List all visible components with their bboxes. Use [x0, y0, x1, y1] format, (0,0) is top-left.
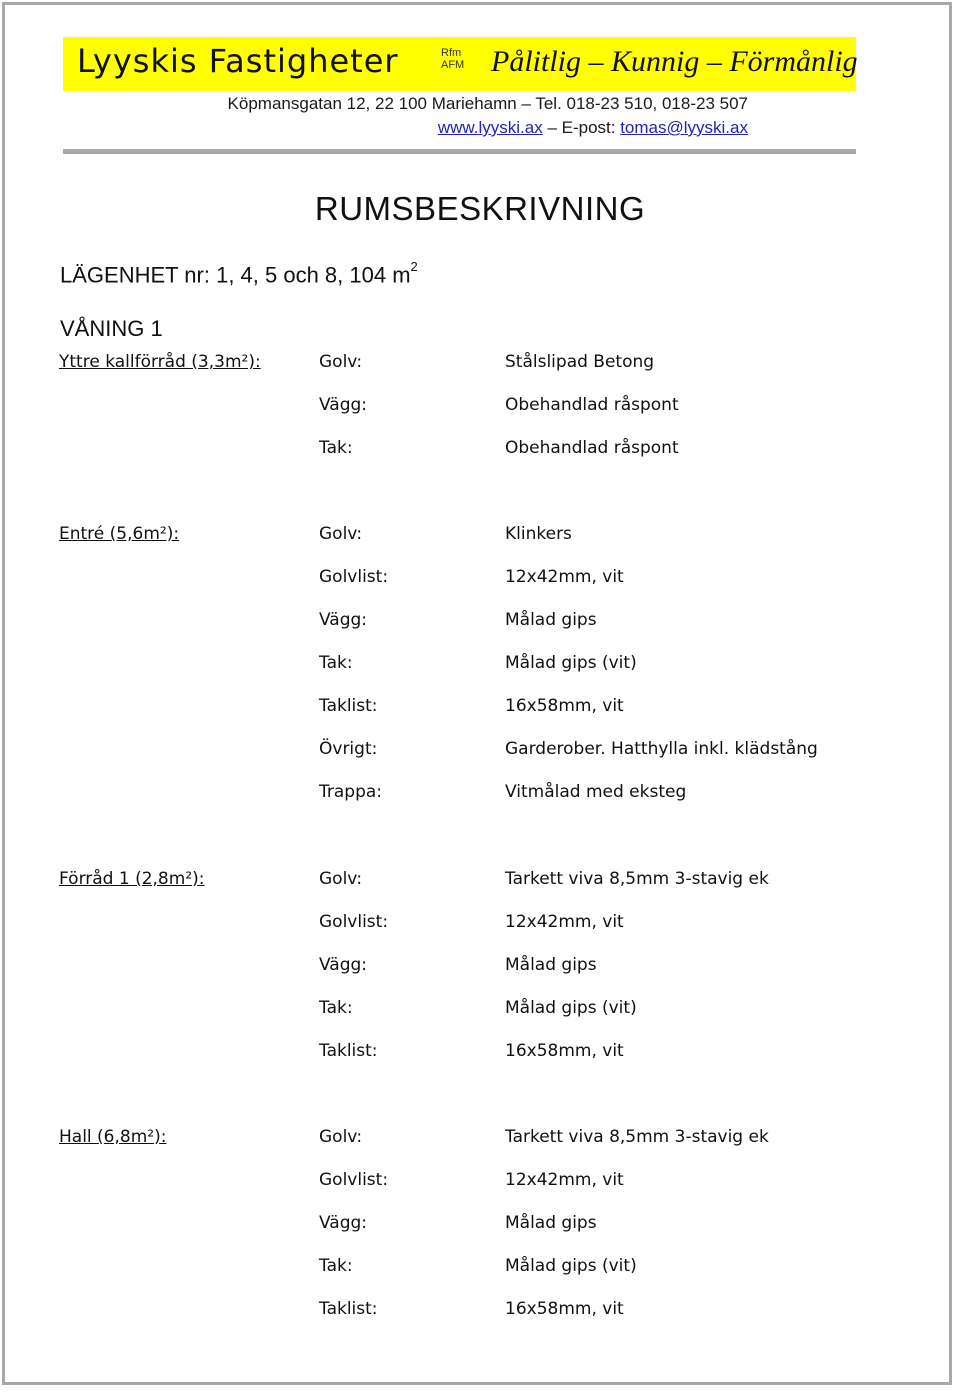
room-name: Entré (5,6m²): [59, 524, 180, 544]
room-property-row [0, 1299, 960, 1342]
property-label: Golvlist: [319, 567, 389, 587]
property-value: Tarkett viva 8,5mm 3-stavig ek [505, 1127, 769, 1147]
floor-heading: VÅNING 1 [60, 316, 163, 341]
website-link[interactable]: www.lyyski.ax [437, 118, 543, 137]
property-label: Tak: [319, 438, 353, 458]
property-value: Målad gips [505, 1213, 597, 1233]
property-value: 12x42mm, vit [505, 567, 624, 587]
room-section [0, 352, 960, 481]
property-label: Trappa: [319, 782, 383, 802]
room-property-row [0, 1213, 960, 1256]
property-label: Taklist: [319, 1041, 378, 1061]
property-value: Stålslipad Betong [505, 352, 655, 372]
room-property-row [0, 1256, 960, 1299]
apartment-heading [60, 259, 418, 288]
email-prefix: – E-post: [542, 118, 621, 137]
document-title: RUMSBESKRIVNING [314, 190, 646, 227]
property-label: Tak: [319, 1256, 353, 1276]
property-value: Obehandlad råspont [505, 395, 679, 415]
room-property-row [0, 395, 960, 438]
property-value: Målad gips (vit) [505, 1256, 637, 1276]
room-property-row [0, 998, 960, 1041]
room-name: Hall (6,8m²): [59, 1127, 167, 1147]
property-value: Obehandlad råspont [505, 438, 679, 458]
letterhead-banner [63, 37, 856, 91]
apartment-heading-text: LÄGENHET nr: 1, 4, 5 och 8, 104 m [60, 262, 411, 288]
room-property-row [0, 610, 960, 653]
room-property-row [0, 1127, 960, 1170]
room-property-row [0, 782, 960, 825]
property-label: Golvlist: [319, 1170, 389, 1190]
property-value: Målad gips [505, 610, 597, 630]
room-property-row [0, 696, 960, 739]
property-label: Golv: [319, 524, 363, 544]
property-label: Taklist: [319, 696, 378, 716]
property-value: 12x42mm, vit [505, 1170, 624, 1190]
room-section [0, 1127, 960, 1342]
room-section [0, 524, 960, 825]
room-section [0, 869, 960, 1084]
property-value: 12x42mm, vit [505, 912, 624, 932]
room-property-row [0, 912, 960, 955]
email-link[interactable]: tomas@lyyski.ax [620, 118, 748, 137]
badge-line-afm: AFM [441, 59, 465, 71]
property-value: Målad gips (vit) [505, 653, 637, 673]
property-label: Golv: [319, 1127, 363, 1147]
badge-line-rfm: Rfm [441, 47, 462, 59]
property-label: Golv: [319, 352, 363, 372]
area-superscript: 2 [410, 259, 418, 274]
room-property-row [0, 869, 960, 912]
property-label: Tak: [319, 653, 353, 673]
company-tagline: Pålitlig – Kunnig – Förmånlig [491, 45, 858, 78]
property-label: Vägg: [319, 610, 368, 630]
property-value: Klinkers [505, 524, 572, 544]
contact-links [62, 118, 748, 138]
property-value: Målad gips (vit) [505, 998, 637, 1018]
property-label: Övrigt: [319, 739, 378, 759]
room-property-row [0, 955, 960, 998]
company-address: Köpmansgatan 12, 22 100 Mariehamn – Tel. 018-23 510, 018-23 507 [227, 94, 748, 113]
property-value: 16x58mm, vit [505, 696, 624, 716]
property-label: Golv: [319, 869, 363, 889]
room-property-row [0, 1170, 960, 1213]
rfm-afm-badge [441, 47, 464, 71]
property-value: Målad gips [505, 955, 597, 975]
room-property-row [0, 567, 960, 610]
company-logo: Lyyskis Fastigheter [77, 42, 399, 80]
property-label: Vägg: [319, 1213, 368, 1233]
property-value: Vitmålad med eksteg [505, 782, 687, 802]
room-property-row [0, 739, 960, 782]
header-divider [63, 149, 856, 154]
property-value: Tarkett viva 8,5mm 3-stavig ek [505, 869, 769, 889]
property-label: Taklist: [319, 1299, 378, 1319]
room-name: Förråd 1 (2,8m²): [59, 869, 205, 889]
room-property-row [0, 438, 960, 481]
property-label: Tak: [319, 998, 353, 1018]
property-label: Golvlist: [319, 912, 389, 932]
property-label: Vägg: [319, 395, 368, 415]
property-value: Garderober. Hatthylla inkl. klädstång [505, 739, 818, 759]
room-name: Yttre kallförråd (3,3m²): [59, 352, 261, 372]
property-label: Vägg: [319, 955, 368, 975]
room-property-row [0, 1041, 960, 1084]
room-property-row [0, 352, 960, 395]
room-property-row [0, 524, 960, 567]
property-value: 16x58mm, vit [505, 1041, 624, 1061]
property-value: 16x58mm, vit [505, 1299, 624, 1319]
room-property-row [0, 653, 960, 696]
